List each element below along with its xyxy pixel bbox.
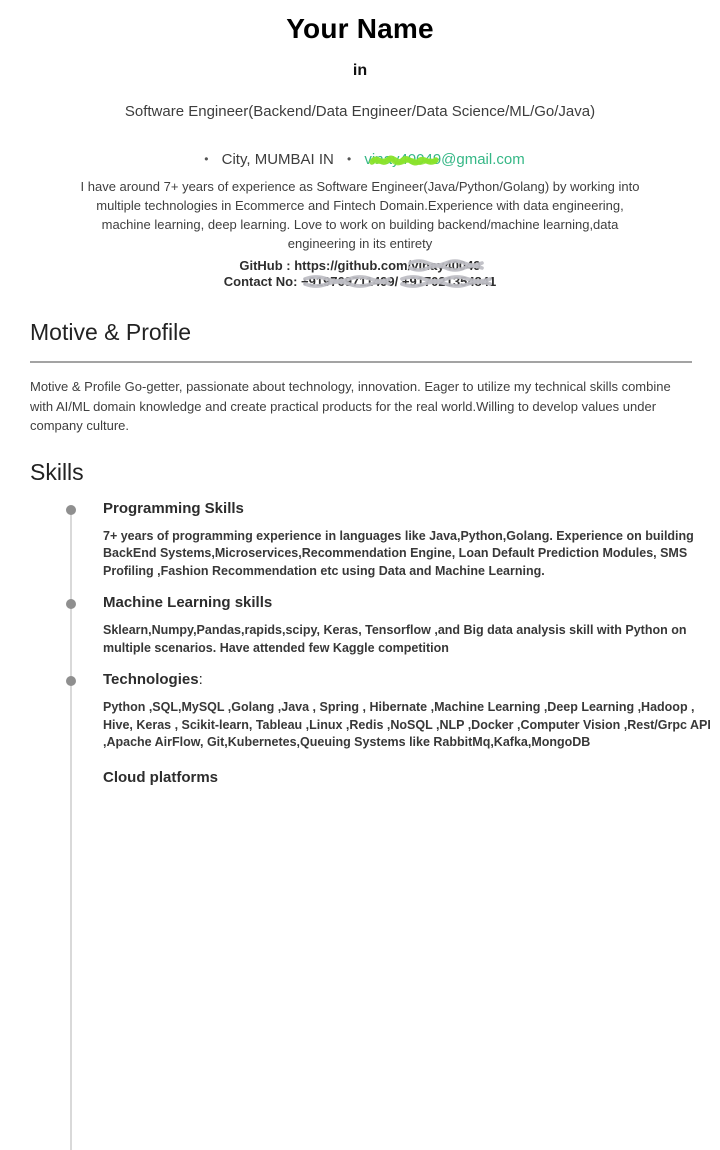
email-visible-end: 9@gmail.com <box>432 151 525 168</box>
timeline-dot-icon <box>66 505 76 515</box>
email-visible-start: v <box>364 151 372 168</box>
phone-separator: / <box>394 274 402 289</box>
bullet-separator-icon: • <box>204 152 209 166</box>
contact-number-line <box>0 274 720 290</box>
phone1-redacted <box>301 274 395 290</box>
skills-heading: Skills <box>30 458 84 485</box>
phone2-redacted <box>402 274 496 290</box>
profile-summary: I have around 7+ years of experience as Software Engineer(Java/Python/Golang) by working into multiple technologies in Ecommerce and Fintech Domain.Experience with data engineering, machine learning, deep learning. Love to work on building backend/machine learning,data engineering in its entirety <box>80 179 640 251</box>
skill-title-suffix: : <box>198 671 203 688</box>
github-username-redacted <box>411 258 480 274</box>
skill-description: Python ,SQL,MySQL ,Golang ,Java , Spring , Hibernate ,Machine Learning ,Deep Learning ,Hadoop , Hive, Keras , Scikit-learn, Tableau ,Linux ,Redis ,NoSQL ,NLP ,Docker ,Computer Vision ,Rest/Grpc API ,Apache AirFlow, Git,Kubernetes,Queuing Systems like RabbitMq,Kafka,MongoDB <box>103 700 711 749</box>
github-label: GitHub : https://github.com/ <box>239 258 412 273</box>
contact-label: Contact No: <box>223 274 302 289</box>
motive-profile-heading: Motive & Profile <box>30 319 192 345</box>
person-name: Your Name <box>286 13 434 44</box>
resume-page <box>0 13 720 786</box>
person-nickname: in <box>352 62 368 79</box>
skill-description: Sklearn,Numpy,Pandas,rapids,scipy, Keras, Tensorflow ,and Big data analysis skill with Python on multiple scenarios. Have attended few Kaggle competition <box>103 623 687 655</box>
github-line <box>0 258 720 274</box>
skill-description: 7+ years of programming experience in languages like Java,Python,Golang. Experience on building BackEnd Systems,Microservices,Recommendation Engine, Loan Default Prediction Modules, SMS Profiling ,Fashion Recommendation etc using Data and Machine Learning. <box>103 528 694 578</box>
phone1: +919769711499 <box>301 274 395 289</box>
skill-item-programming <box>46 500 692 581</box>
skill-title <box>103 500 692 517</box>
skill-title <box>103 769 692 786</box>
section-divider <box>30 361 692 363</box>
github-username: vinay40049 <box>411 258 481 273</box>
motive-profile-body: Motive & Profile Go-getter, passionate about technology, innovation. Eager to utilize my technical skills combine with AI/ML domain knowledge and create practical products for the real world.Willing to develop values under company culture. <box>30 379 671 433</box>
contact-row <box>0 151 720 168</box>
section-skills <box>30 458 711 786</box>
skill-item-machine-learning <box>46 594 692 657</box>
skill-title <box>103 594 692 611</box>
skill-item-technologies <box>46 671 711 752</box>
skill-item-clipped <box>46 769 692 786</box>
email-link[interactable] <box>364 151 524 168</box>
location-text: City, MUMBAI IN <box>221 151 334 168</box>
email-redacted-part: inay4004 <box>371 151 433 168</box>
skill-title-text: Cloud platforms <box>103 768 218 786</box>
skill-title <box>103 671 692 688</box>
bullet-separator-icon: • <box>347 152 352 166</box>
timeline-dot-icon <box>66 676 76 686</box>
skill-title-text: Machine Learning skills <box>103 594 273 611</box>
resume-header <box>0 13 720 290</box>
section-motive-profile <box>30 319 692 436</box>
phone2: +917021354841 <box>401 274 497 289</box>
skill-title-text: Technologies <box>103 671 199 688</box>
job-title: Software Engineer(Backend/Data Engineer/Data Science/ML/Go/Java) <box>124 103 596 120</box>
skills-timeline <box>46 499 711 786</box>
timeline-dot-icon <box>66 599 76 609</box>
skill-title-text: Programming Skills <box>103 499 244 517</box>
